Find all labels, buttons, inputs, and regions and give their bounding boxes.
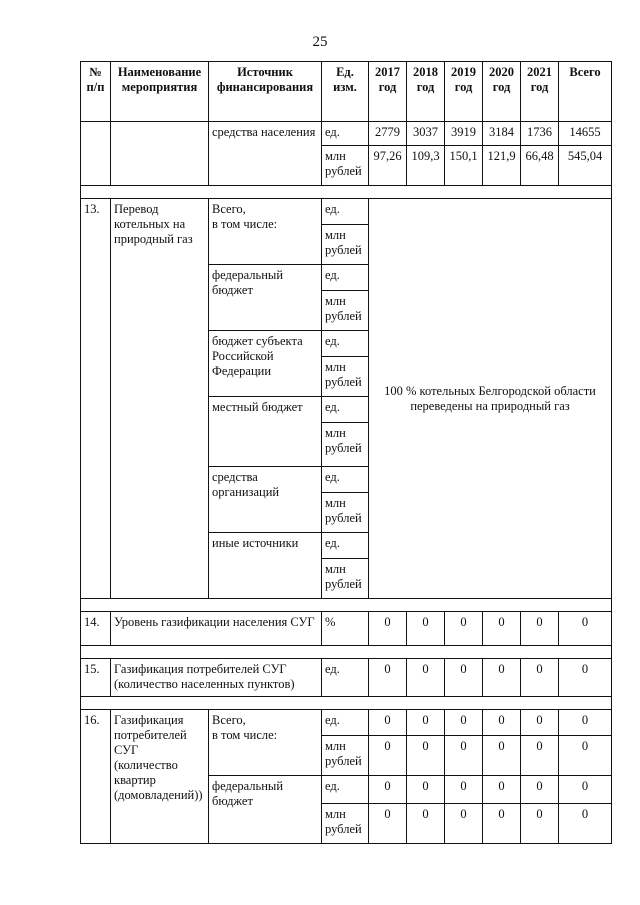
- unit-cell: ед.: [322, 659, 369, 697]
- unit-cell: млн рублей: [322, 357, 369, 397]
- value-cell: 0: [407, 659, 445, 697]
- value-cell: 0: [483, 776, 521, 804]
- source-cell: местный бюджет: [209, 397, 322, 467]
- financing-table: [80, 61, 612, 844]
- value-cell: 0: [407, 804, 445, 844]
- unit-cell: млн рублей: [322, 146, 369, 186]
- table-row: [81, 612, 612, 646]
- page-number: 25: [312, 34, 328, 50]
- source-cell: средства населения: [209, 122, 322, 186]
- unit-cell: ед.: [322, 776, 369, 804]
- value-cell: 3037: [407, 122, 445, 146]
- header-total: Всего: [559, 62, 612, 122]
- value-cell: 0: [483, 804, 521, 844]
- header-num: № п/п: [81, 62, 111, 122]
- row-name: Газификация потребителей СУГ (количество квартир (домовладений)): [111, 710, 209, 844]
- table-header: [81, 62, 612, 122]
- value-cell: 14655: [559, 122, 612, 146]
- table-row: [81, 199, 612, 225]
- value-cell: 0: [483, 659, 521, 697]
- source-cell: Всего, в том числе:: [209, 710, 322, 776]
- table-row: [81, 122, 612, 146]
- row-number: 14.: [81, 612, 111, 646]
- value-cell: 2779: [369, 122, 407, 146]
- value-cell: 0: [407, 776, 445, 804]
- value-cell: 121,9: [483, 146, 521, 186]
- value-cell: 0: [445, 804, 483, 844]
- value-cell: 0: [483, 612, 521, 646]
- unit-cell: ед.: [322, 533, 369, 559]
- source-cell: бюджет субъекта Российской Федерации: [209, 331, 322, 397]
- header-name: Наименование мероприятия: [111, 62, 209, 122]
- header-year: 2019 год: [445, 62, 483, 122]
- value-cell: 0: [559, 710, 612, 736]
- source-cell: федеральный бюджет: [209, 265, 322, 331]
- merged-note: 100 % котельных Белгородской области переведены на природный газ: [369, 199, 612, 599]
- value-cell: 150,1: [445, 146, 483, 186]
- value-cell: 0: [559, 659, 612, 697]
- unit-cell: млн рублей: [322, 804, 369, 844]
- unit-cell: ед.: [322, 122, 369, 146]
- value-cell: 0: [521, 776, 559, 804]
- value-cell: 0: [521, 804, 559, 844]
- row-number: 13.: [81, 199, 111, 599]
- value-cell: 545,04: [559, 146, 612, 186]
- unit-cell: млн рублей: [322, 225, 369, 265]
- table-row: [81, 659, 612, 697]
- value-cell: 0: [445, 659, 483, 697]
- value-cell: 0: [521, 612, 559, 646]
- value-cell: 0: [369, 804, 407, 844]
- value-cell: 0: [369, 659, 407, 697]
- unit-cell: ед.: [322, 710, 369, 736]
- value-cell: 0: [369, 710, 407, 736]
- unit-cell: %: [322, 612, 369, 646]
- header-source: Источник финансирования: [209, 62, 322, 122]
- value-cell: 0: [559, 736, 612, 776]
- value-cell: 0: [521, 659, 559, 697]
- value-cell: 0: [559, 804, 612, 844]
- value-cell: 0: [559, 612, 612, 646]
- row-name: Уровень газификации населения СУГ: [111, 612, 322, 646]
- value-cell: 0: [407, 736, 445, 776]
- value-cell: 0: [445, 776, 483, 804]
- value-cell: 3184: [483, 122, 521, 146]
- source-cell: средства организаций: [209, 467, 322, 533]
- value-cell: 66,48: [521, 146, 559, 186]
- value-cell: 0: [369, 612, 407, 646]
- value-cell: 0: [369, 736, 407, 776]
- source-cell: Всего, в том числе:: [209, 199, 322, 265]
- value-cell: 0: [521, 736, 559, 776]
- unit-cell: ед.: [322, 199, 369, 225]
- row-name: Газификация потребителей СУГ (количество населенных пунктов): [111, 659, 322, 697]
- value-cell: 0: [407, 710, 445, 736]
- unit-cell: ед.: [322, 467, 369, 493]
- value-cell: 3919: [445, 122, 483, 146]
- value-cell: 1736: [521, 122, 559, 146]
- value-cell: 0: [445, 710, 483, 736]
- unit-cell: млн рублей: [322, 736, 369, 776]
- value-cell: 0: [445, 736, 483, 776]
- row-number: 15.: [81, 659, 111, 697]
- unit-cell: ед.: [322, 265, 369, 291]
- value-cell: 0: [445, 612, 483, 646]
- header-year: 2021 год: [521, 62, 559, 122]
- table-row: [81, 710, 612, 736]
- header-year: 2017 год: [369, 62, 407, 122]
- header-year: 2018 год: [407, 62, 445, 122]
- value-cell: 109,3: [407, 146, 445, 186]
- unit-cell: млн рублей: [322, 493, 369, 533]
- row-number: 16.: [81, 710, 111, 844]
- unit-cell: млн рублей: [322, 423, 369, 467]
- header-year: 2020 год: [483, 62, 521, 122]
- value-cell: 0: [407, 612, 445, 646]
- unit-cell: млн рублей: [322, 291, 369, 331]
- value-cell: 97,26: [369, 146, 407, 186]
- value-cell: 0: [483, 710, 521, 736]
- source-cell: иные источники: [209, 533, 322, 599]
- value-cell: 0: [483, 736, 521, 776]
- unit-cell: ед.: [322, 397, 369, 423]
- unit-cell: ед.: [322, 331, 369, 357]
- value-cell: 0: [521, 710, 559, 736]
- value-cell: 0: [559, 776, 612, 804]
- unit-cell: млн рублей: [322, 559, 369, 599]
- row-name: Перевод котельных на природный газ: [111, 199, 209, 599]
- header-unit: Ед. изм.: [322, 62, 369, 122]
- value-cell: 0: [369, 776, 407, 804]
- source-cell: федеральный бюджет: [209, 776, 322, 844]
